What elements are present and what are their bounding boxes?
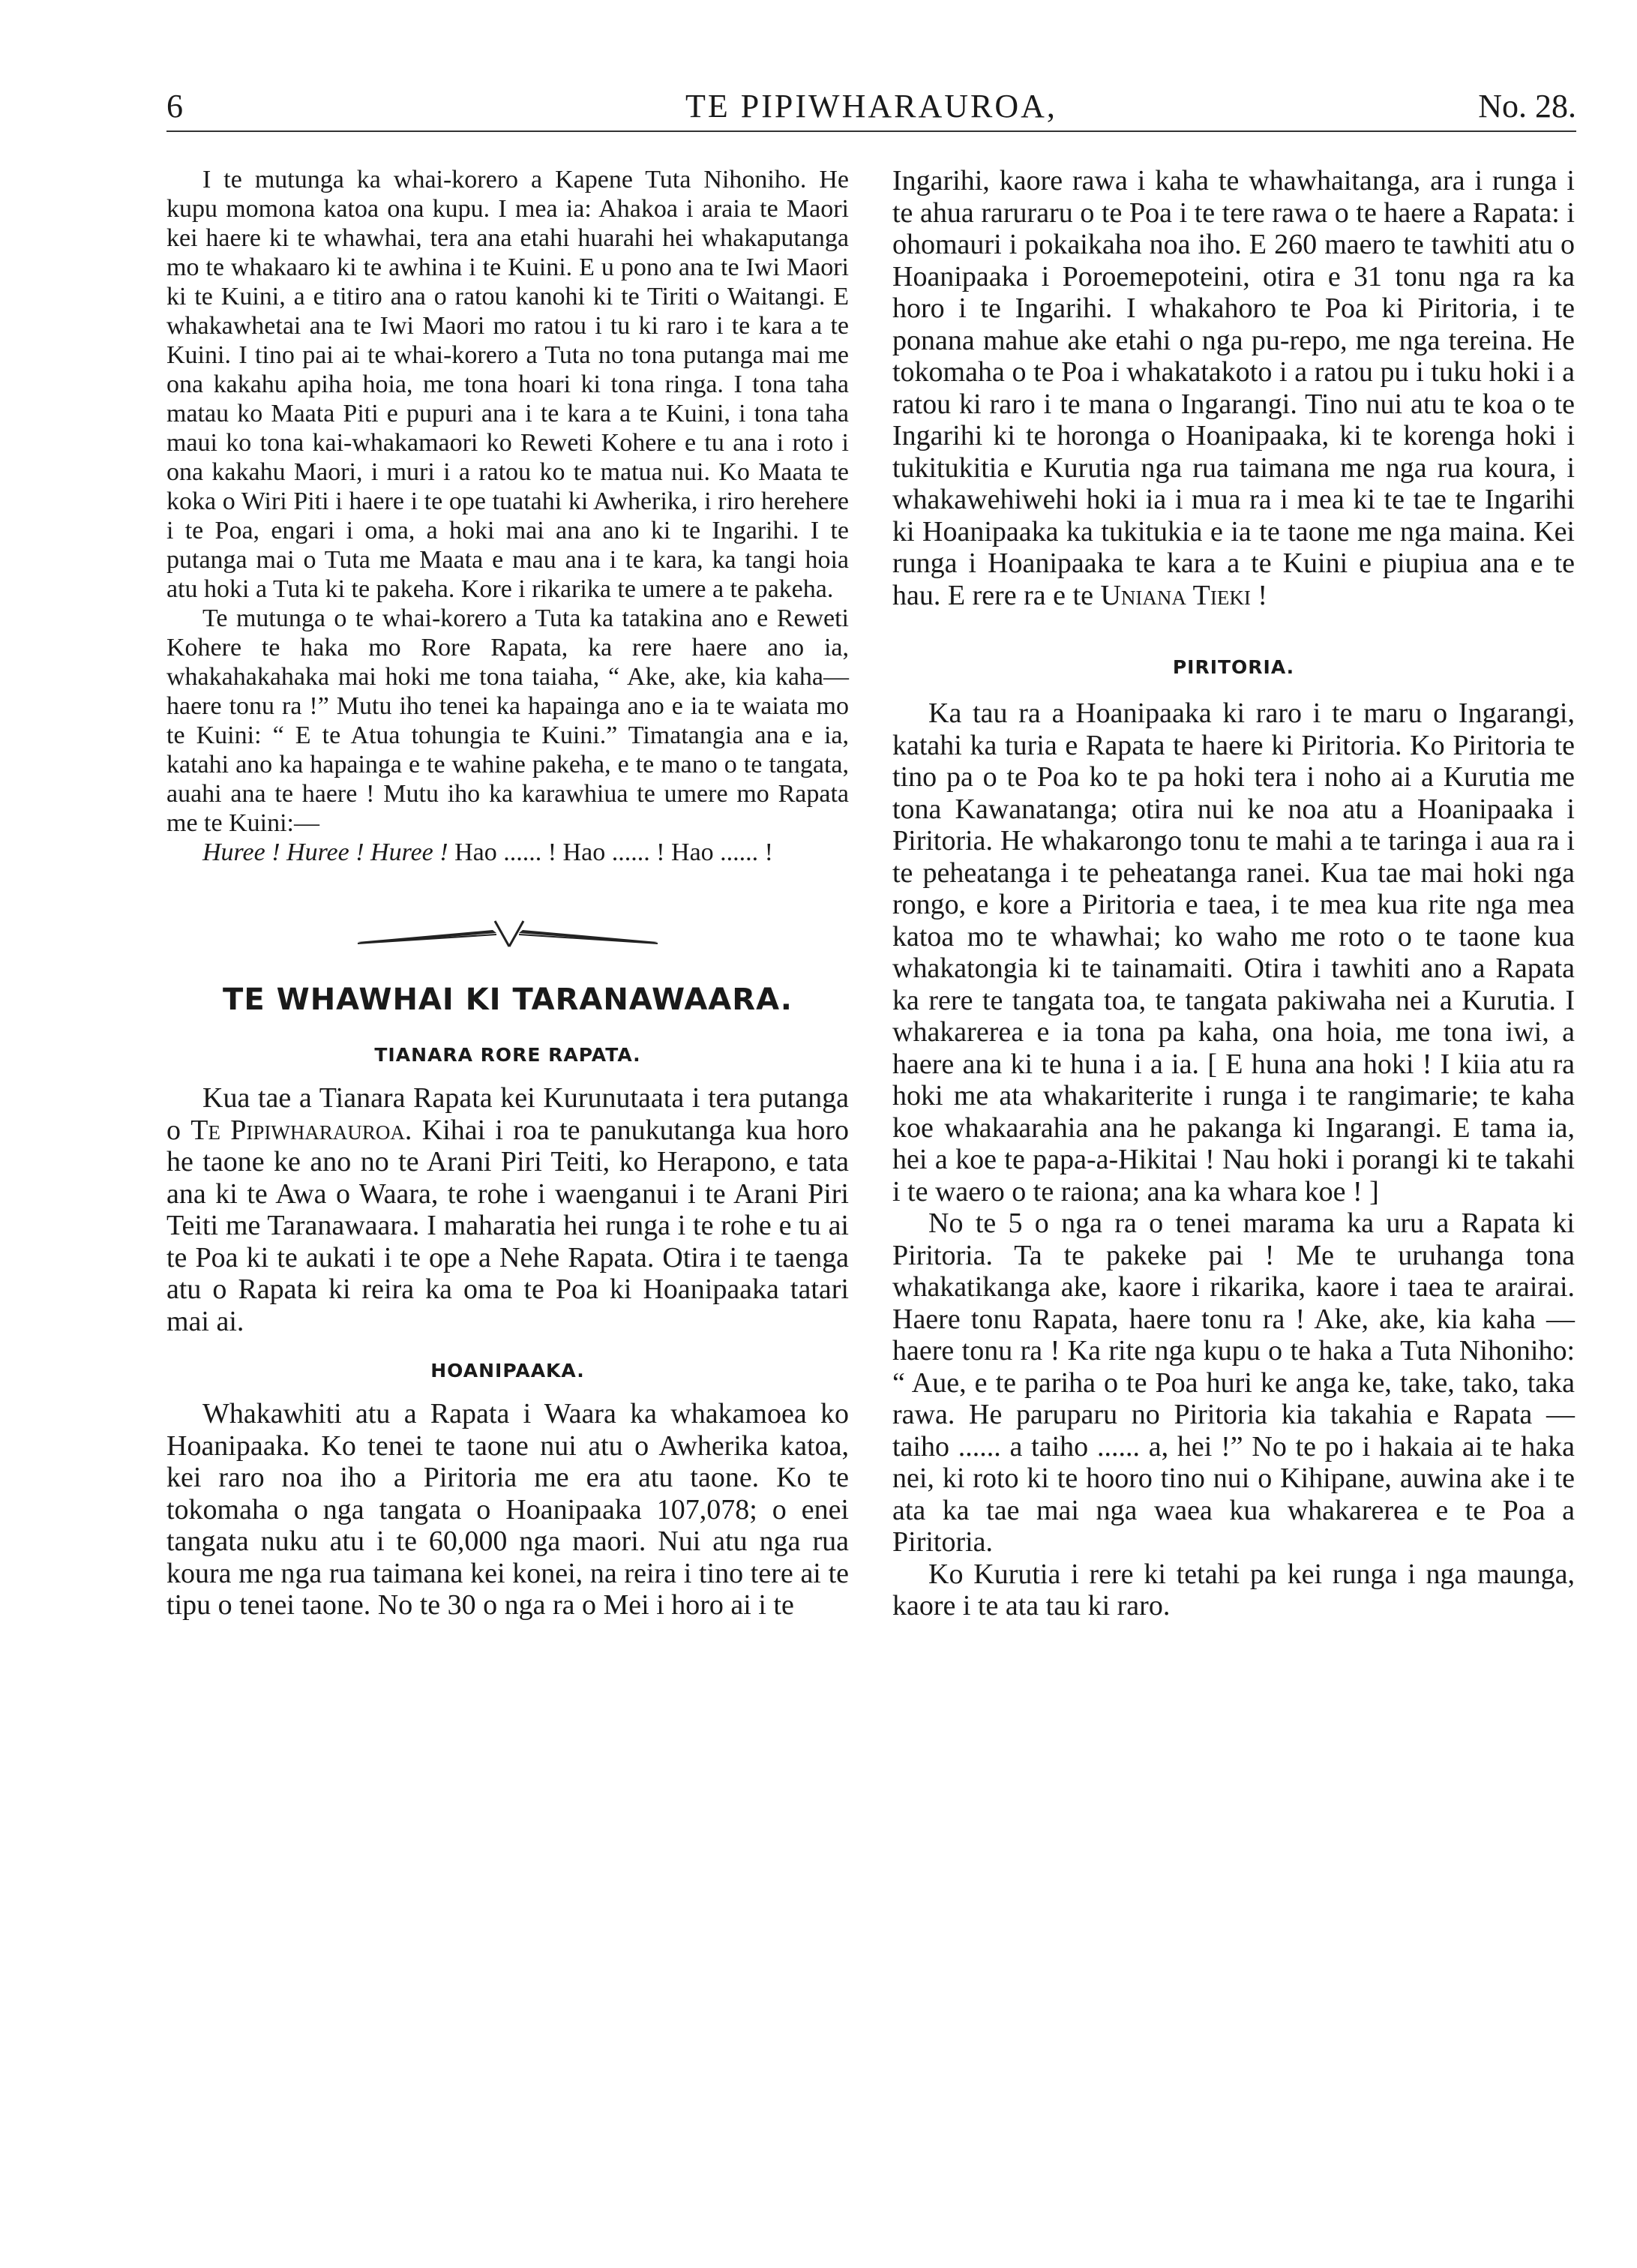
divider-ornament-icon <box>343 915 673 952</box>
section-heading: TE WHAWHAI KI TARANAWAARA. <box>223 982 793 1017</box>
sub-heading: HOANIPAAKA. <box>430 1360 585 1382</box>
header-rule <box>166 130 1576 132</box>
paragraph: I te mutunga ka whai-korero a Kapene Tuta Nihoniho. He kupu momona katoa ona kupu. I mea ia: Ahakoa i araia te Maori kei haere ki te whawhai, tera ana etahi huarahi hei whakaputanga mo te whakaaro ki te awhina i te Kuini. E u pono ana te Iwi Maori ki te Kuini, a e titiro ana o ratou kanohi ki te Tiriti o Waitangi. E whakawhetai ana te Iwi Maori mo ratou i tu ki raro i te kara a te Kuini. I tino pai ai te whai-korero a Tuta no tona putanga mai me ona kakahu apiha hoia, me tona hoari ki tona ringa. I tona taha matau ko Maata Piti e pupuri ana i te kara a te Kuini, i tona taha maui ko tona kai-whakamaori ko Reweti Kohere e tu ana i roto i ona kakahu Maori, i muri i a ratou ko te matua nui. Ko Maata te koka o Wiri Piti i haere i te ope tuatahi ki Awherika, i riro herehere i te Poa, engari i oma, a hoki mai ana ano ki te Ingarihi. I te putanga mai o Tuta me Maata e mau ana i te kara, ka tangi hoia atu hoki a Tuta ki te pakeha. Kore i rikarika te umere a te pakeha. <box>166 166 849 603</box>
union-jack-text: Uniana Tieki <box>1100 579 1251 611</box>
paragraph: No te 5 o nga ra o tenei marama ka uru a Rapata ki Piritoria. Ta te pakeke pai ! Me te uruhanga tona whakatikanga ake, kaore i rikarika, kaore i taea te arairai. Haere tonu Rapata, haere tonu ra ! Ake, ake, kia kaha —haere tonu ra ! Ka rite nga kupu o te haka a Tuta Nihoniho: “ Aue, e te pariha o te Poa huri ke anga ke, take, tako, taka rawa. He paruparu no Piritoria kia takahia e Rapata — taiho ...... a taiho ...... a, hei !” No te po i hakaia ai te haka nei, ki roto ki te hooro tino nui o Kihipane, auwina ake i te ata ka tae mai nga waea kua whakarerea e te Poa a Piritoria. <box>892 1208 1575 1558</box>
paragraph: Ko Kurutia i rere ki tetahi pa kei runga i nga maunga, kaore i te ata tau ki raro. <box>892 1558 1575 1622</box>
publication-name: Te Pipiwharauroa <box>190 1114 405 1146</box>
page-number: 6 <box>166 88 183 124</box>
paragraph: Te mutunga o te whai-korero a Tuta ka tatakina ano e Reweti Kohere te haka mo Rore Rapata, ka rere haere ano ia, whakahakahaka mai hoki me tona taiaha, “ Ake, ake, kia kaha—haere tonu ra !” Mutu iho tenei ka hapainga ano e ia te waiata mo te Kuini: “ E te Atua tohungia te Kuini.” Timatangia ana e ia, katahi ano ka hapainga e te wahine pakeha, e te mano o te tangata, auahi ana te haere ! Mutu iho ka karawhiua te umere mo Rapata me te Kuini:— <box>166 604 849 837</box>
paragraph-text: ! <box>1250 579 1268 611</box>
paragraph <box>166 1082 849 1337</box>
page-header <box>166 84 1576 132</box>
cheer-line <box>166 838 849 867</box>
paragraph-text: Kua tae a Tianara Rapata kei Kurunutaata i tera putanga o <box>166 1082 849 1146</box>
paragraph: Ka tau ra a Hoanipaaka ki raro i te maru o Ingarangi, katahi ka turia e Rapata te haere ki Piritoria. Ko Piritoria te tino pa o te Poa ko te pa hoki tera i noho ai a Kurutia me tona Kawanatanga; otira nui ke noa atu a Hoanipaaka i Piritoria. He whakarongo tonu te mahi a te taringa i aua ra i te peheatanga i te peheatanga ranei. Kua tae mai hoki nga rongo, e kore a Piritoria e taea, i te mea kua rite nga mea katoa mo te whawhai; ko waho me roto o te taone kua whakatongia ki te tainamaiti. Otira i tawhiti ano a Rapata ka rere te tangata toa, te tangata pakiwaha nei a Kurutia. I whakarerea e ia tona pa kaha, ona hoia, me tona iwi, a haere ana ki te huna i a ia. [ E huna ana hoki ! I kiia atu ra hoki me ata whakariterite i runga i te rangimarie; te kaha koe whakaarahia ana he pakanga ki Ingarangi. E tama ia, hei a koe te papa-a-Hikitai ! Nau hoki i porangi ki te takahi i te waero o te raiona; ana ka whara koe ! ] <box>892 698 1575 1208</box>
paragraph: Whakawhiti atu a Rapata i Waara ka whakamoea ko Hoanipaaka. Ko tenei te taone nui atu o Awherika katoa, kei raro noa iho a Piritoria me era atu taone. Ko te tokomaha o nga tangata o Hoanipaaka 107,078; o enei tangata nuku atu i te 60,000 nga maori. Nui atu nga rua koura me nga rua taimana kei konei, na reira i tino tere ai te tipu o tenei taone. No te 30 o nga ra o Mei i horo ai i te <box>166 1398 849 1621</box>
cheer-rest: Hao ...... ! Hao ...... ! Hao ...... ! <box>448 838 773 866</box>
right-column <box>892 165 1575 1622</box>
left-column <box>166 165 849 1622</box>
issue-number: No. 28. <box>1478 88 1576 124</box>
paragraph <box>892 165 1575 611</box>
sub-heading: PIRITORIA. <box>1172 656 1295 678</box>
sub-heading: TIANARA RORE RAPATA. <box>374 1044 641 1066</box>
publication-title: TE PIPIWHARAUROA, <box>685 88 1057 124</box>
cheer-italic: Huree ! Huree ! Huree ! <box>202 838 448 866</box>
paragraph-text: Ingarihi, kaore rawa i kaha te whawhaitanga, ara i runga i te ahua raruraru o te Poa i te tere rawa o te haere a Rapata: i ohomauri i pokaikaha noa iho. E 260 maero te tawhiti atu o Hoanipaaka i Poroemepoteini, otira e 31 tonu nga ra ka horo i te Ingarihi. I whakahoro te Poa ki Piritoria, i te ponana mahue ake etahi o nga pu-repo, me nga tereina. He tokomaha o te Poa i whakatakoto i a ratou pu i tuku hoki i a ratou ki raro i te mana o Ingarangi. Tino nui atu te koa o te Ingarihi ki te horonga o Hoanipaaka, ki te korenga hoki i tukitukitia e Kurutia nga rua taimana me nga rua koura, i whakawehiwehi hoki ia i mua ra i mea ki te tae te Ingarihi ki Hoanipaaka ka tukitukia e ia te taone me nga maina. Kei runga i Hoanipaaka te kara a te Kuini e piupiua ana e te hau. E rere ra e te <box>892 165 1575 611</box>
paragraph-text: . Kihai i roa te panukutanga kua horo he taone ke ano no te Arani Piri Teiti, ko Herapono, e tata ana ki te Awa o Waara, te rohe i waenganui i te Arani Piri Teiti me Taranawaara. I maharatia hei runga i te rohe e tu ai te Poa ki te aukati i te ope a Nehe Rapata. Otira i te taenga atu o Rapata ki reira ka oma te Poa ki Hoanipaaka tatari mai ai. <box>166 1114 850 1337</box>
